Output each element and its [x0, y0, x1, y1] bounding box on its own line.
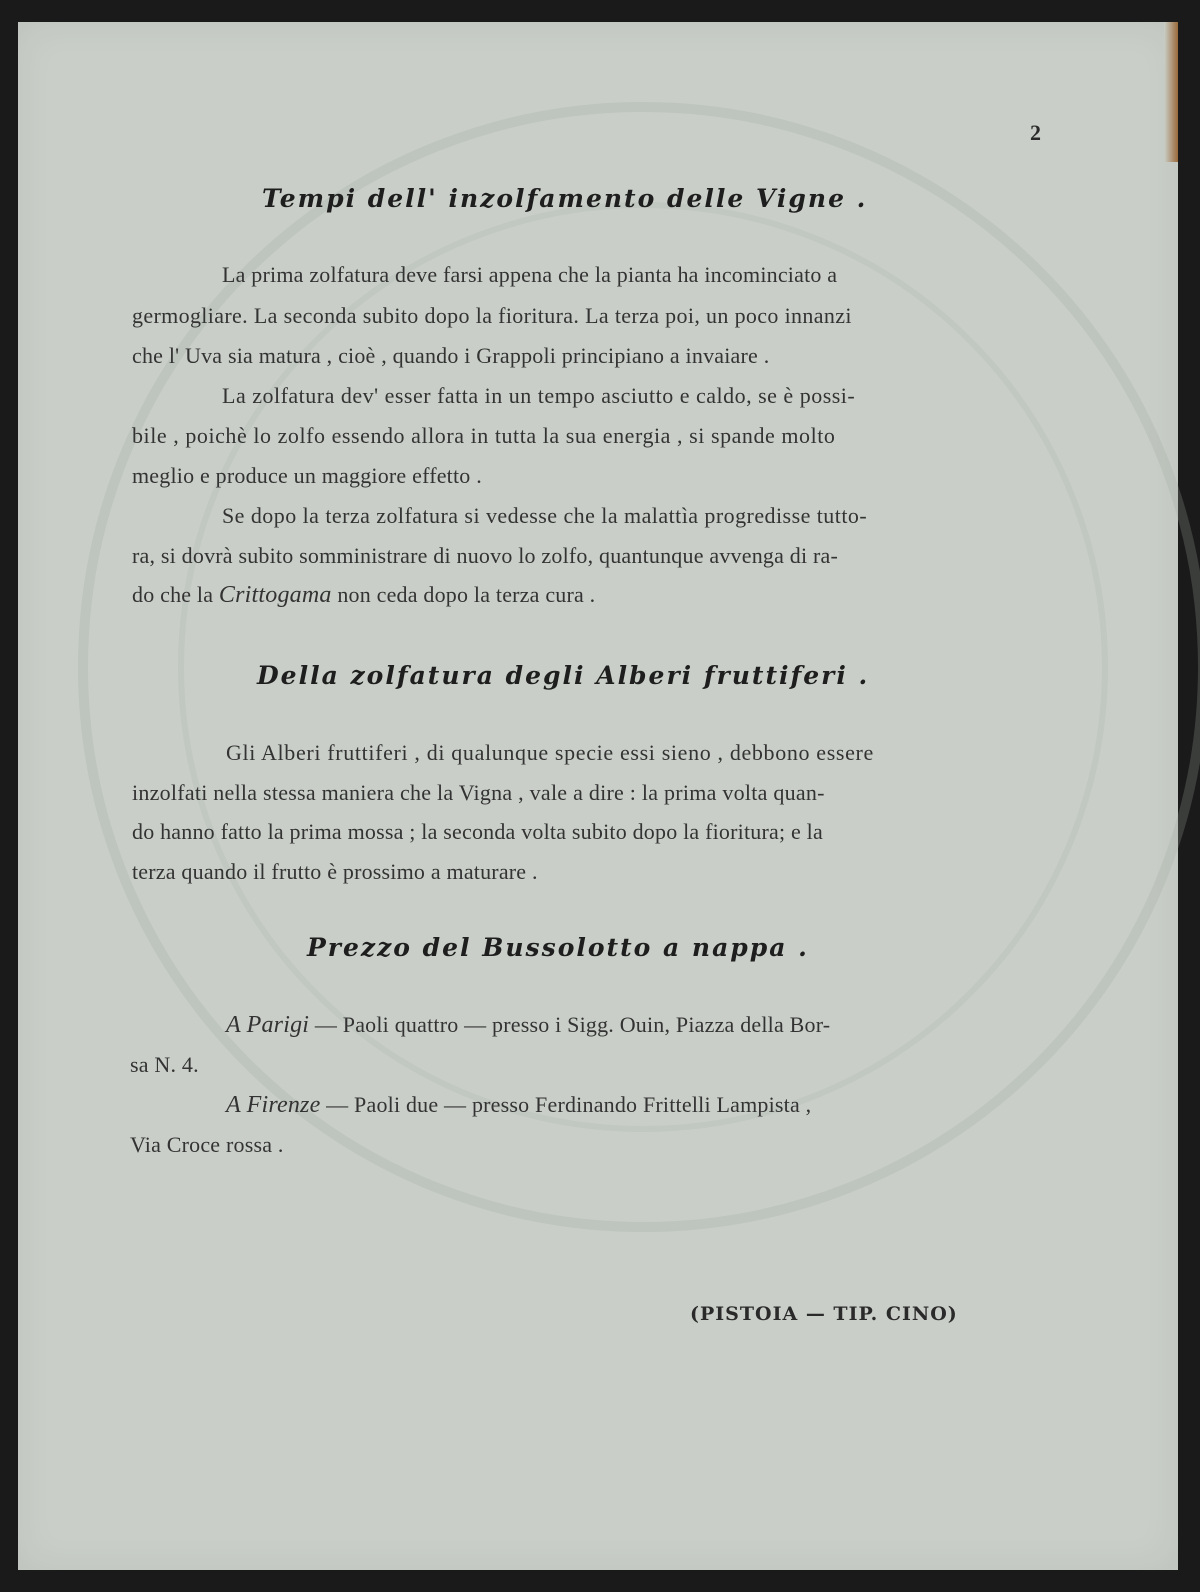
section-heading-vigne: Tempi dell' inzolfamento delle Vigne .: [262, 184, 868, 213]
paragraph-line: bile , poichè lo zolfo essendo allora in tutta la sua energia , si spande molto: [132, 423, 836, 448]
paragraph-line: germogliare. La seconda subito dopo la fioritura. La terza poi, un poco innanzi: [132, 303, 852, 328]
paragraph-line: meglio e produce un maggiore effetto .: [132, 463, 482, 488]
paragraph-line: inzolfati nella stessa maniera che la Vigna , vale a dire : la prima volta quan-: [132, 780, 825, 805]
paragraph-line: che l' Uva sia matura , cioè , quando i Grappoli principiano a invaiare .: [132, 343, 770, 368]
paragraph-line: Se dopo la terza zolfatura si vedesse che la malattìa progredisse tutto-: [222, 503, 868, 528]
line-text: La prima zolfatura deve farsi appena che la pianta ha incominciato a: [222, 262, 838, 287]
italic-term-crittogama: Crittogama: [218, 582, 332, 608]
line-text: non ceda dopo la terza cura .: [337, 582, 596, 607]
section-heading-prezzo: Prezzo del Bussolotto a nappa .: [307, 933, 809, 962]
italic-city-firenze: A Firenze: [226, 1092, 321, 1118]
paper-edge-stain: [1164, 22, 1178, 162]
paragraph-line: Via Croce rossa .: [130, 1132, 284, 1157]
paragraph-line: [226, 1012, 830, 1039]
line-text: do che la: [132, 582, 214, 607]
page-number: 2: [1030, 120, 1041, 145]
paragraph-line: [132, 582, 595, 609]
section-heading-alberi: Della zolfatura degli Alberi fruttiferi .: [257, 661, 870, 690]
paragraph-line: do hanno fatto la prima mossa ; la seconda volta subito dopo la fioritura; e la: [132, 819, 823, 844]
paragraph-line: La zolfatura dev' esser fatta in un tempo asciutto e caldo, se è possi-: [222, 383, 856, 408]
italic-city-parigi: A Parigi: [226, 1012, 310, 1038]
paragraph-line: Gli Alberi fruttiferi , di qualunque specie essi sieno , debbono essere: [226, 740, 874, 765]
line-text: — Paoli due — presso Ferdinando Frittelli Lampista ,: [326, 1092, 812, 1117]
line-text: — Paoli quattro — presso i Sigg. Ouin, Piazza della Bor-: [314, 1012, 831, 1037]
paragraph-line: ra, si dovrà subito somministrare di nuovo lo zolfo, quantunque avvenga di ra-: [132, 543, 839, 568]
printer-imprint: (PISTOIA — TIP. CINO): [690, 1303, 958, 1325]
paragraph-line: [222, 262, 980, 288]
paragraph-line: terza quando il frutto è prossimo a maturare .: [132, 859, 538, 884]
paragraph-line: sa N. 4.: [130, 1052, 199, 1077]
paragraph-line: [226, 1092, 811, 1119]
